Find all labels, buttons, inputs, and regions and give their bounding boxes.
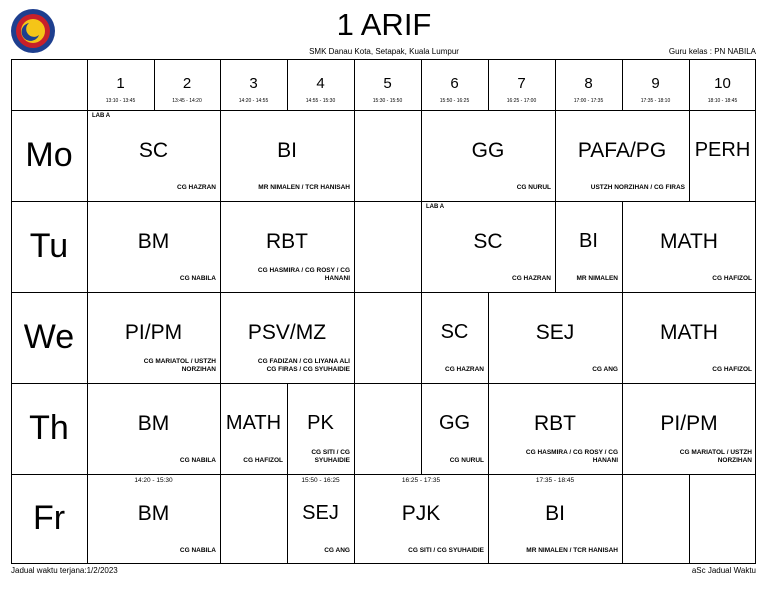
- lesson-room: LAB A: [426, 204, 445, 210]
- period-number: 5: [383, 75, 392, 92]
- lesson-subject: BM: [137, 411, 170, 435]
- lesson-subject: SC: [473, 229, 503, 253]
- lesson-cell: [287, 474, 354, 564]
- period-time: 15:50 - 16:25: [439, 98, 470, 104]
- period-header: [154, 59, 220, 110]
- lesson-cell: [87, 474, 220, 564]
- lesson-cell: [220, 474, 287, 564]
- period-number: 6: [450, 75, 459, 92]
- lesson-cell: [87, 110, 220, 201]
- lesson-time: 17:35 - 18:45: [535, 477, 575, 484]
- lesson-subject: SEJ: [302, 502, 339, 524]
- lesson-subject: BM: [137, 229, 170, 253]
- lesson-teacher: CG HASMIRA / CG ROSY / CG HANANI: [525, 449, 618, 464]
- lesson-teacher: CG HAZRAN: [445, 366, 484, 373]
- period-time: 18:10 - 18:45: [707, 98, 738, 104]
- day-label: Th: [29, 408, 69, 447]
- lesson-subject: PERH: [694, 138, 751, 161]
- class-title: 1 ARIF: [336, 7, 432, 42]
- lesson-subject: RBT: [534, 411, 576, 435]
- lesson-subject: GG: [438, 411, 471, 434]
- lesson-cell: [287, 383, 354, 474]
- lesson-cell: [555, 110, 689, 201]
- school-name: SMK Danau Kota, Setapak, Kuala Lumpur: [309, 47, 459, 56]
- lesson-subject: PAFA/PG: [577, 138, 667, 162]
- lesson-cell: [555, 201, 622, 292]
- lesson-cell: [622, 474, 689, 564]
- lesson-subject: SC: [138, 138, 169, 162]
- period-header: [287, 59, 354, 110]
- day-label: Fr: [32, 499, 66, 537]
- lesson-subject: BM: [137, 502, 170, 525]
- lesson-cell: [220, 383, 287, 474]
- lesson-time: 14:20 - 15:30: [134, 477, 173, 484]
- lesson-teacher: MR NIMALEN: [576, 275, 618, 282]
- period-number: 1: [116, 75, 125, 92]
- lesson-teacher: CG ANG: [592, 366, 618, 373]
- period-header: [689, 59, 756, 110]
- period-header: [555, 59, 622, 110]
- lesson-teacher: CG NABILA: [179, 547, 216, 554]
- lesson-teacher: CG HAZRAN: [512, 275, 551, 282]
- lesson-teacher: MR NIMALEN / TCR HANISAH: [526, 547, 618, 554]
- lesson-cell: [220, 110, 354, 201]
- period-number: 10: [714, 75, 731, 92]
- lesson-cell: [421, 201, 555, 292]
- lesson-subject: SEJ: [535, 320, 575, 344]
- lesson-subject: GG: [471, 138, 505, 162]
- period-header: [354, 59, 421, 110]
- lesson-cell: [488, 474, 622, 564]
- lesson-cell: [87, 292, 220, 383]
- lesson-teacher: CG SITI / CG SYUHAIDIE: [311, 449, 350, 464]
- lesson-subject: PK: [307, 411, 334, 434]
- lesson-subject: BI: [579, 229, 598, 252]
- lesson-cell: [421, 292, 488, 383]
- lesson-cell: [689, 110, 756, 201]
- lesson-subject: RBT: [266, 229, 308, 253]
- lesson-subject: BI: [277, 138, 297, 162]
- lesson-time: 16:25 - 17:35: [401, 477, 441, 484]
- lesson-cell: [354, 201, 421, 292]
- lesson-teacher: CG HASMIRA / CG ROSY / CG HANANI: [257, 267, 350, 282]
- period-time: 16:25 - 17:00: [506, 98, 537, 104]
- lesson-cell: [622, 292, 756, 383]
- day-label: Tu: [29, 226, 69, 265]
- lesson-cell: [354, 292, 421, 383]
- lesson-subject: PSV/MZ: [247, 320, 327, 344]
- lesson-cell: [220, 201, 354, 292]
- lesson-teacher: CG HAZRAN: [177, 184, 216, 191]
- period-number: 3: [249, 75, 258, 92]
- lesson-cell: [354, 383, 421, 474]
- period-header: [87, 59, 154, 110]
- lesson-cell: [87, 201, 220, 292]
- lesson-teacher: CG ANG: [324, 547, 350, 554]
- lesson-teacher: CG MARIATOL / USTZH NORZIHAN: [679, 449, 752, 464]
- period-number: 7: [517, 75, 526, 92]
- lesson-subject: SC: [440, 320, 469, 343]
- period-time: 17:00 - 17:35: [573, 98, 604, 104]
- timetable-grid: [11, 59, 756, 564]
- period-header: [488, 59, 555, 110]
- period-number: 2: [182, 75, 192, 92]
- lesson-cell: [689, 474, 756, 564]
- lesson-cell: [354, 110, 421, 201]
- lesson-teacher: CG NABILA: [179, 275, 216, 282]
- lesson-subject: MATH: [660, 320, 718, 344]
- day-label: Mo: [25, 135, 73, 174]
- lesson-teacher: CG MARIATOL / USTZH NORZIHAN: [143, 358, 216, 373]
- lesson-cell: [220, 292, 354, 383]
- lesson-subject: MATH: [225, 411, 282, 434]
- lesson-teacher: USTZH NORZIHAN / CG FIRAS: [590, 184, 685, 191]
- lesson-room: LAB A: [92, 113, 111, 119]
- software-credit: aSc Jadual Waktu: [691, 566, 756, 575]
- lesson-cell: [622, 383, 756, 474]
- lesson-teacher: CG HAFIZOL: [243, 457, 283, 464]
- period-header: [421, 59, 488, 110]
- lesson-cell: [87, 383, 220, 474]
- lesson-teacher: CG FADIZAN / CG LIYANA ALI CG FIRAS / CG SYUHAIDIE: [257, 358, 350, 373]
- lesson-teacher: CG NABILA: [179, 457, 216, 464]
- lesson-cell: [421, 383, 488, 474]
- lesson-cell: [488, 292, 622, 383]
- lesson-cell: [622, 201, 756, 292]
- lesson-subject: PI/PM: [660, 411, 718, 435]
- lesson-teacher: CG HAFIZOL: [712, 366, 752, 373]
- lesson-teacher: CG SITI / CG SYUHAIDIE: [408, 547, 484, 554]
- class-teacher: Guru kelas : PN NABILA: [668, 47, 756, 56]
- lesson-teacher: CG NURUL: [516, 184, 551, 191]
- period-time: 15:30 - 15:50: [372, 98, 403, 104]
- lesson-subject: MATH: [660, 229, 718, 253]
- lesson-teacher: CG HAFIZOL: [712, 275, 752, 282]
- lesson-subject: PI/PM: [124, 320, 183, 344]
- lesson-teacher: MR NIMALEN / TCR HANISAH: [258, 184, 350, 191]
- period-header: [220, 59, 287, 110]
- lesson-subject: BI: [545, 502, 565, 525]
- day-label: We: [23, 317, 75, 356]
- period-time: 13:45 - 14:20: [172, 98, 202, 104]
- period-number: 8: [584, 75, 593, 92]
- period-time: 17:35 - 18:10: [640, 98, 671, 104]
- period-header: [622, 59, 689, 110]
- lesson-cell: [354, 474, 488, 564]
- period-number: 4: [316, 75, 325, 92]
- period-time: 14:55 - 15:30: [305, 98, 336, 104]
- period-time: 14:20 - 14:55: [238, 98, 269, 104]
- period-time: 13:10 - 13:45: [105, 98, 136, 104]
- lesson-cell: [488, 383, 622, 474]
- period-number: 9: [651, 75, 660, 92]
- generated-date: Jadual waktu terjana:1/2/2023: [11, 566, 118, 575]
- lesson-cell: [421, 110, 555, 201]
- lesson-subject: PJK: [401, 502, 441, 525]
- lesson-teacher: CG NURUL: [449, 457, 484, 464]
- lesson-time: 15:50 - 16:25: [301, 477, 340, 484]
